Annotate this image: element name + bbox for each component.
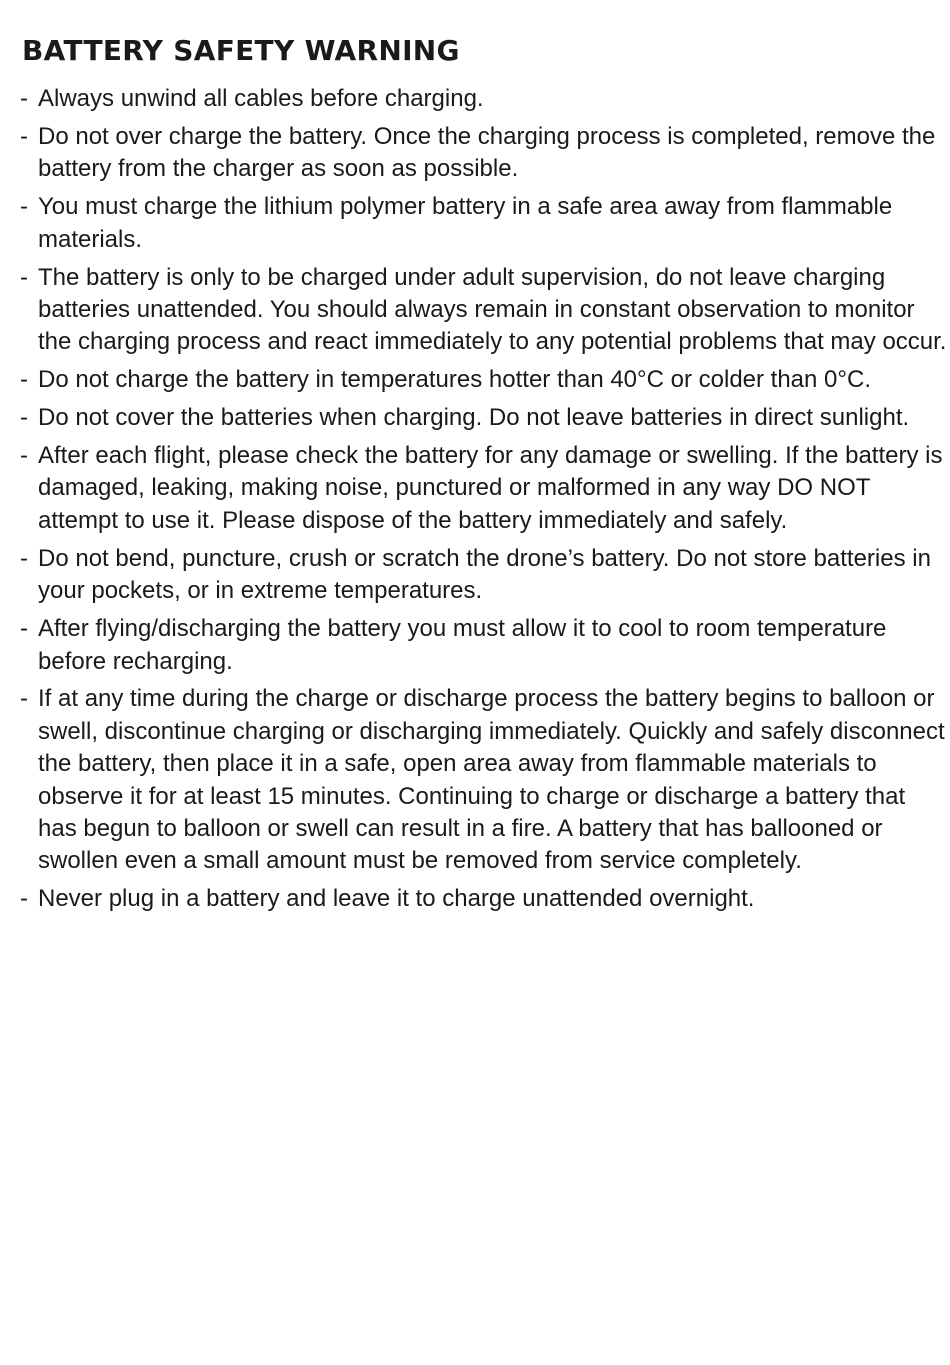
warning-item-5 [20,364,950,396]
bullet-dash: - [20,193,28,221]
warning-item-11 [20,883,950,915]
bullet-dash: - [20,122,28,150]
warning-text: Do not over charge the battery. Once the charging process is completed, remove the battery from the charger as soon as possible. [38,122,936,183]
warning-text: Do not charge the battery in temperatures hotter than 40°C or colder than 0°C. [38,366,871,394]
warning-item-7 [20,440,950,537]
warning-text: After each flight, please check the battery for any damage or swelling. If the battery is damaged, leaking, making noise, punctured or malformed in any way DO NOT attempt to use it. Please dispose of the battery immediately and safely. [38,442,943,534]
warning-item-6 [20,402,950,434]
bullet-dash: - [20,366,28,394]
warning-text: You must charge the lithium polymer battery in a safe area away from flammable materials. [38,193,893,253]
warning-item-4 [20,262,950,359]
warning-text: Do not cover the batteries when charging. Do not leave batteries in direct sunlight. [38,404,910,432]
warning-text: After flying/discharging the battery you must allow it to cool to room temperature before recharging. [38,615,887,675]
warning-text: Always unwind all cables before charging. [38,85,484,112]
warning-text: The battery is only to be charged under adult supervision, do not leave charging batteries unattended. You should always remain in constant observation to monitor the charging process and react immediately to any potential problems that may occur. [38,263,947,356]
bullet-dash: - [20,885,28,913]
bullet-dash: - [20,442,28,470]
warning-text: If at any time during the charge or discharge process the battery begins to balloon or swell, discontinue charging or discharging immediately. Quickly and safely disconnect the battery, then place it in a safe, open area away from flammable materials to observe it for at least 15 minutes. Continuing to charge or discharge a battery that has begun to balloon or swell can result in a fire. A battery that has ballooned or swollen even a small amount must be removed from service completely. [38,685,945,875]
bullet-dash: - [20,544,28,572]
bullet-dash: - [20,404,28,432]
warning-item-10 [20,683,950,877]
page-title: BATTERY SAFETY WARNING [22,34,460,67]
bullet-dash: - [20,263,28,291]
bullet-dash: - [20,685,28,713]
warning-item-3 [20,191,950,256]
bullet-dash: - [20,85,28,112]
warning-item-9 [20,613,950,678]
warning-list [20,83,950,921]
warning-text: Do not bend, puncture, crush or scratch the drone’s battery. Do not store batteries in your pockets, or in extreme temperatures. [38,544,931,605]
warning-item-1 [20,83,950,115]
warning-item-2 [20,121,950,186]
warning-text: Never plug in a battery and leave it to charge unattended overnight. [38,885,755,913]
warning-item-8 [20,543,950,608]
bullet-dash: - [20,615,28,643]
